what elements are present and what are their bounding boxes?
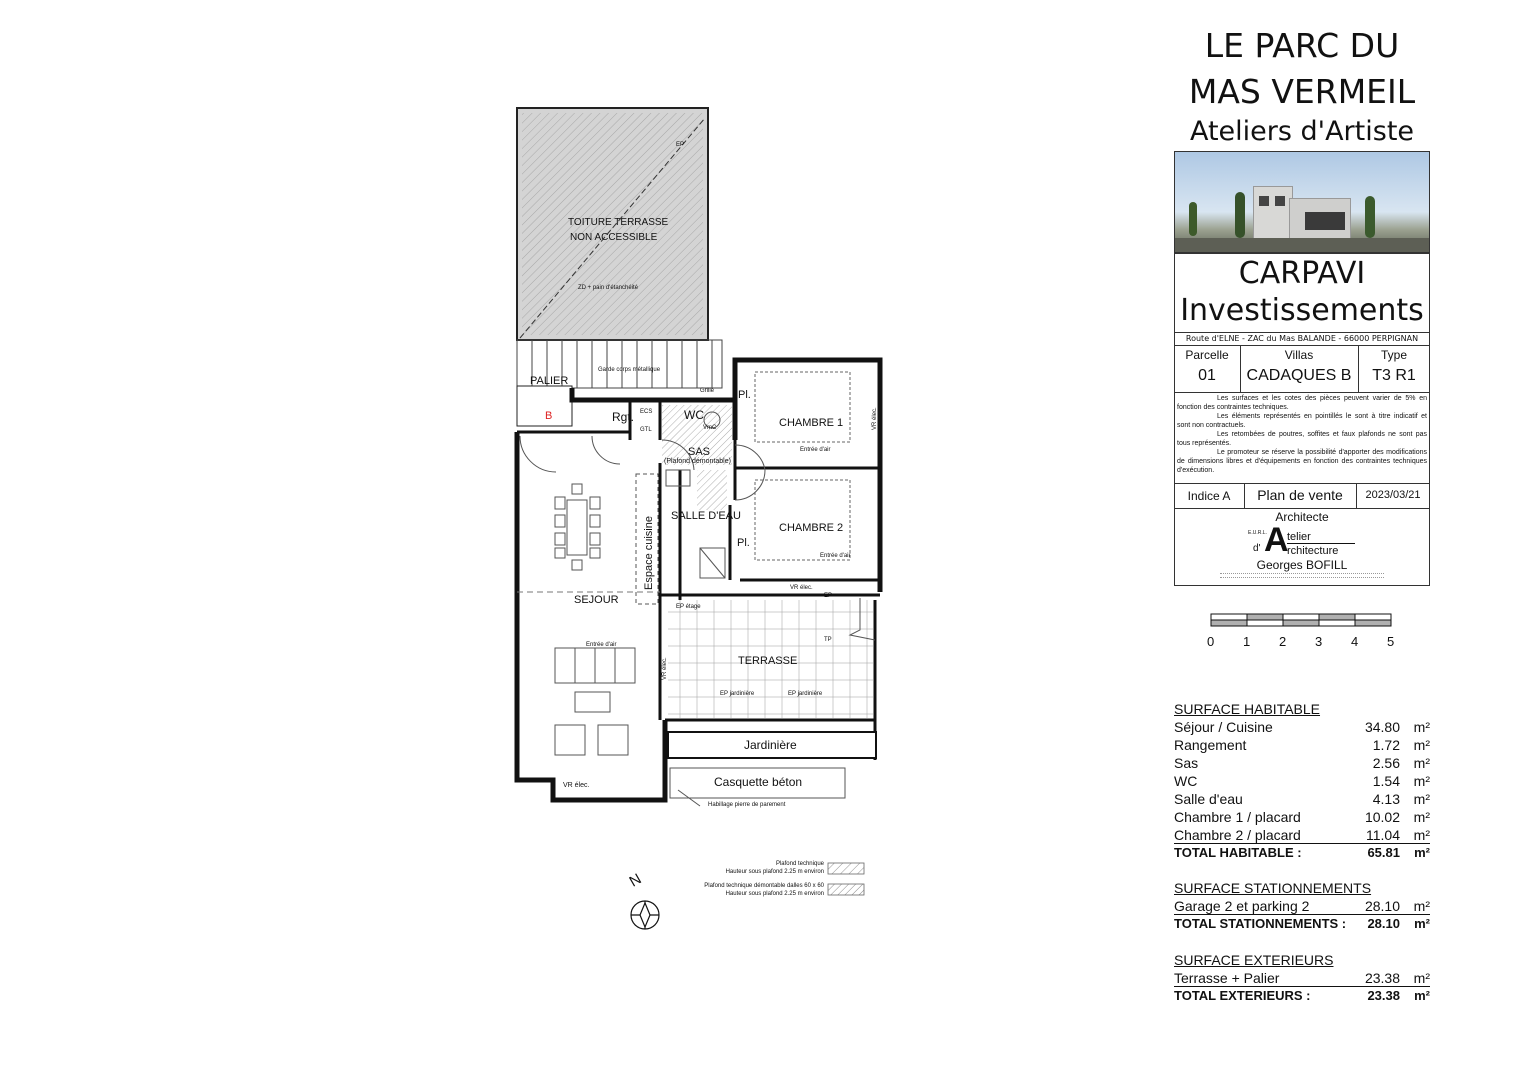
label-tp: TP [824, 637, 832, 643]
legend-item1-line1: Plafond technique [775, 861, 824, 867]
value-parcelle: 01 [1198, 367, 1216, 384]
label-grille: Grille [700, 388, 715, 394]
value-villas: CADAQUES B [1246, 367, 1352, 384]
label-toiture: TOITURE TERRASSE [568, 217, 669, 228]
surface-row: Garage 2 et parking 2 28.10 m² [1174, 898, 1430, 914]
living-sofa [555, 648, 635, 755]
surface-row: Chambre 2 / placard 11.04 m² [1174, 827, 1430, 843]
label-gtl: GTL [640, 427, 652, 433]
project-title-2: MAS VERMEIL [1188, 72, 1416, 111]
label-vr-elec-2: VR élec. [790, 585, 813, 591]
note-1: Les surfaces et les cotes des pièces peuvent varier de 5% en fonction des contraintes techniques. [1177, 395, 1427, 411]
label-vr-elec-4: VR élec. [563, 782, 590, 789]
architect-logo-letter: A [1264, 521, 1289, 559]
legend-item2-line1: Plafond technique démontable dalles 60 x 60 [704, 883, 824, 889]
developer-name-1: CARPAVI [1238, 256, 1366, 291]
scale-label-0: 0 [1207, 634, 1215, 649]
label-palier: PALIER [530, 375, 569, 387]
label-terrasse: TERRASSE [738, 655, 798, 667]
revision-doc-type: Plan de vente [1257, 487, 1343, 503]
label-entree-air-1: Entrée d'air [800, 447, 831, 453]
header-type: Type [1380, 348, 1407, 362]
surface-row: Rangement 1.72 m² [1174, 737, 1430, 753]
north-label: N [626, 870, 645, 891]
label-garde-corps: Garde corps métallique [598, 367, 661, 373]
label-vr-elec-1: VR élec. [872, 407, 878, 430]
label-toiture-2: NON ACCESSIBLE [570, 232, 658, 243]
note-3: Les retombées de poutres, soffites et faux plafonds ne sont pas tous représentés. [1177, 431, 1427, 447]
value-type: T3 R1 [1372, 367, 1416, 384]
label-ep-etage: EP étage [676, 604, 701, 610]
architect-label: Architecte [1275, 510, 1329, 524]
label-vr-elec-3: VR élec. [662, 657, 668, 680]
label-b-marker: B [545, 410, 553, 422]
label-sas: SAS [688, 446, 711, 458]
surface-exterieurs-total: TOTAL EXTERIEURS : 23.38 m² [1174, 988, 1430, 1003]
surface-row: WC 1.54 m² [1174, 773, 1430, 789]
label-casquette: Casquette béton [714, 775, 803, 789]
legend-item2-line2: Hauteur sous plafond 2.25 m environ [725, 891, 824, 897]
revision-index: Indice A [1187, 489, 1231, 503]
label-ep-jardiniere-1: EP jardinière [720, 691, 755, 697]
architect-logo: E.U.R.L. d' A telier rchitecture [1247, 527, 1355, 557]
note-4: Le promoteur se réserve la possibilité d'apporter des modifications de dimensions libres et d'équipements en fonction des contraintes techniques d'exécution. [1177, 449, 1427, 474]
label-entree-air-3: Entrée d'air [586, 642, 617, 648]
scale-label-4: 4 [1351, 634, 1359, 649]
label-sas-note: (Plafond démontable) [664, 458, 731, 465]
label-vmc: VmC [703, 425, 717, 431]
label-espace-cuisine: Espace cuisine [643, 516, 655, 590]
revision-date: 2023/03/21 [1365, 489, 1421, 501]
scale-label-5: 5 [1387, 634, 1395, 649]
surface-row: Chambre 1 / placard 10.02 m² [1174, 809, 1430, 825]
label-sejour: SEJOUR [574, 594, 619, 606]
villa-render-image [1174, 151, 1430, 253]
surface-row: Séjour / Cuisine 34.80 m² [1174, 719, 1430, 735]
surface-row: Terrasse + Palier 23.38 m² [1174, 970, 1430, 986]
developer-name-2: Investissements [1180, 293, 1424, 328]
label-ecs: ECS [640, 409, 653, 415]
project-subtitle: Ateliers d'Artiste [1189, 116, 1415, 147]
label-ep: EP [824, 593, 833, 599]
label-wc: WC [684, 408, 704, 422]
scale-bar [1211, 614, 1391, 626]
scale-label-3: 3 [1315, 634, 1323, 649]
surface-exterieurs-heading: SURFACE EXTERIEURS [1174, 952, 1334, 968]
surface-row: Sas 2.56 m² [1174, 755, 1430, 771]
label-rgt: Rgt. [612, 410, 635, 424]
label-jardiniere: Jardinière [744, 738, 797, 752]
label-salle-eau: SALLE D'EAU [671, 510, 741, 522]
label-ep-jardiniere-2: EP jardinière [788, 691, 823, 697]
legend-item1-line2: Hauteur sous plafond 2.25 m environ [725, 869, 824, 875]
header-parcelle: Parcelle [1185, 348, 1229, 362]
scale-label-2: 2 [1279, 634, 1287, 649]
label-chambre-1: CHAMBRE 1 [779, 417, 844, 429]
surface-habitable-heading: SURFACE HABITABLE [1174, 701, 1321, 717]
surface-stationnements-heading: SURFACE STATIONNEMENTS [1174, 880, 1372, 896]
header-villas: Villas [1284, 348, 1314, 362]
legend-swatch-2 [828, 884, 864, 895]
label-entree-air-2: Entrée d'air [820, 553, 851, 559]
compass-icon [631, 901, 659, 929]
surface-row: Salle d'eau 4.13 m² [1174, 791, 1430, 807]
project-title-1: LE PARC DU [1204, 26, 1400, 65]
label-ep-roof: EP [676, 142, 685, 148]
surface-habitable-total: TOTAL HABITABLE : 65.81 m² [1174, 845, 1430, 860]
note-2: Les éléments représentés en pointillés le sont à titre indicatif et sont non contractuels. [1177, 413, 1427, 429]
label-chambre-2: CHAMBRE 2 [779, 522, 844, 534]
label-pl-1: Pl. [738, 389, 751, 401]
label-pl-2: Pl. [737, 537, 750, 549]
surface-stationnements-total: TOTAL STATIONNEMENTS : 28.10 m² [1174, 916, 1430, 931]
label-ep-note: ZD + pain d'étanchéité [578, 285, 639, 291]
dining-table [555, 484, 600, 570]
developer-address: Route d'ELNE - ZAC du Mas BALANDE - 66000 PERPIGNAN [1185, 334, 1419, 343]
legend-swatch-1 [828, 863, 864, 874]
scale-label-1: 1 [1243, 634, 1251, 649]
label-habillage: Habillage pierre de parement [708, 802, 786, 808]
architect-name: Georges BOFILL [1256, 558, 1348, 572]
